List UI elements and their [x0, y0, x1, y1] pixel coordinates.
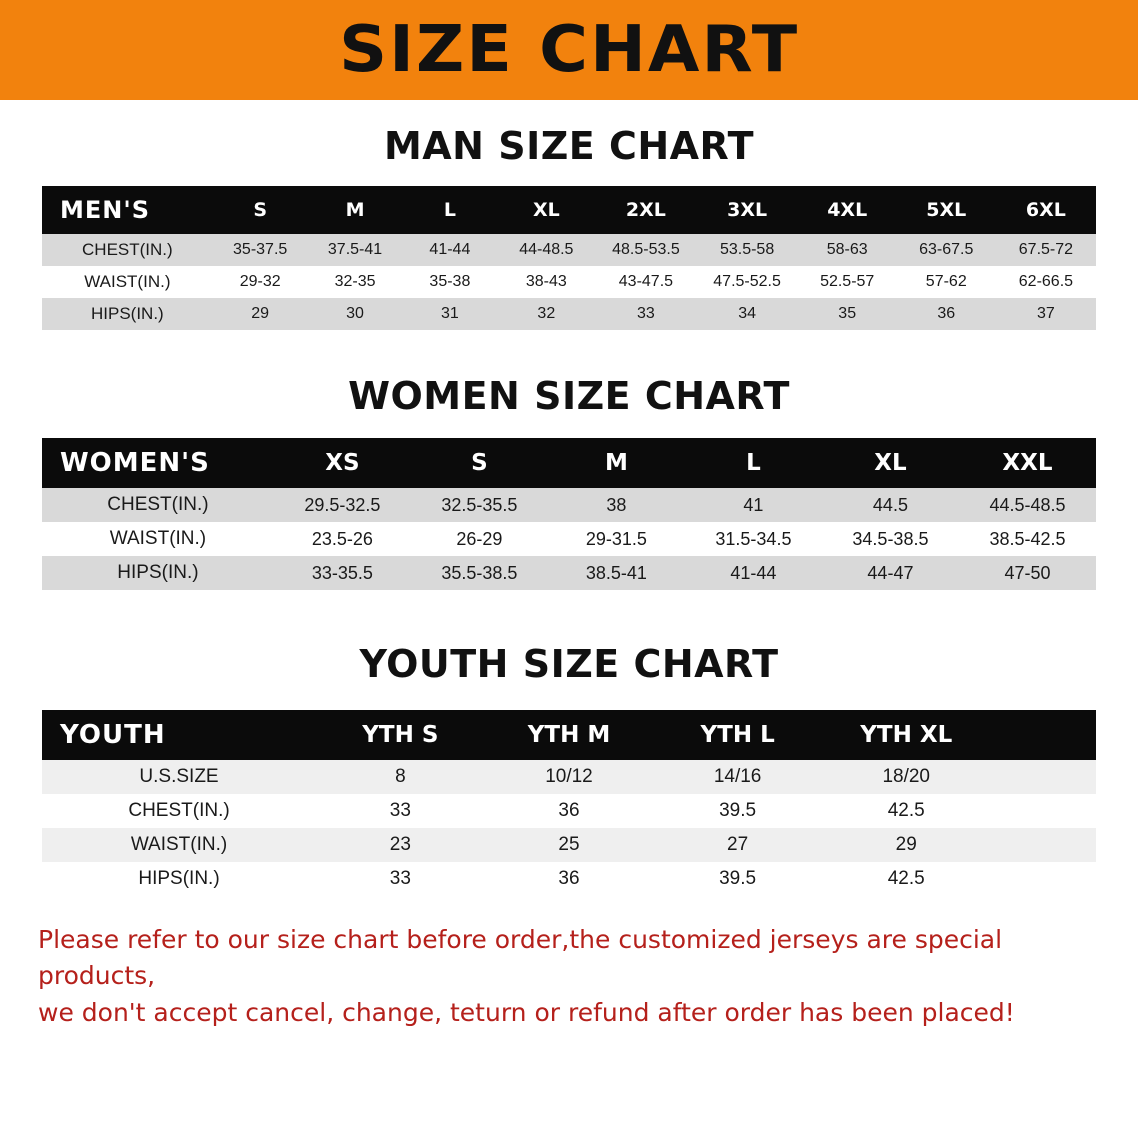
table-cell: 39.5 — [653, 862, 822, 896]
youth-row-label-hips: HIPS(IN.) — [42, 862, 316, 896]
table-cell: 35.5-38.5 — [411, 556, 548, 590]
table-cell: 38.5-41 — [548, 556, 685, 590]
youth-header-label: YOUTH — [42, 710, 316, 760]
table-cell: 42.5 — [822, 794, 991, 828]
youth-size-table — [42, 710, 1096, 896]
man-row-label-chest: CHEST(IN.) — [42, 234, 213, 266]
table-header-row — [42, 438, 1096, 488]
man-section-heading: MAN SIZE CHART — [383, 124, 755, 168]
table-row — [42, 794, 1096, 828]
table-cell: 26-29 — [411, 522, 548, 556]
man-header-label: MEN'S — [42, 186, 213, 234]
table-row — [42, 488, 1096, 522]
women-row-label-waist: WAIST(IN.) — [42, 522, 274, 556]
table-cell: 37 — [996, 298, 1096, 330]
table-cell: 23.5-26 — [274, 522, 411, 556]
table-cell: 18/20 — [822, 760, 991, 794]
table-header-row — [42, 186, 1096, 234]
table-cell: 32-35 — [308, 266, 403, 298]
table-cell: 42.5 — [822, 862, 991, 896]
table-row — [42, 828, 1096, 862]
man-size-table — [42, 186, 1096, 330]
women-header-xs: XS — [274, 438, 411, 488]
table-cell-spacer — [991, 862, 1096, 896]
policy-note-line1: Please refer to our size chart before order,the customized jerseys are special products, — [38, 925, 1003, 991]
table-cell: 36 — [485, 862, 654, 896]
table-cell: 8 — [316, 760, 485, 794]
table-cell: 38-43 — [497, 266, 595, 298]
man-header-4xl: 4XL — [798, 186, 897, 234]
table-cell: 44-47 — [822, 556, 959, 590]
table-row — [42, 760, 1096, 794]
man-header-l: L — [402, 186, 497, 234]
table-cell: 27 — [653, 828, 822, 862]
table-cell: 35-37.5 — [213, 234, 308, 266]
youth-header-l: YTH L — [653, 710, 822, 760]
table-cell: 62-66.5 — [996, 266, 1096, 298]
table-cell: 30 — [308, 298, 403, 330]
women-header-m: M — [548, 438, 685, 488]
table-cell: 34.5-38.5 — [822, 522, 959, 556]
table-cell-spacer — [991, 828, 1096, 862]
table-cell: 31 — [402, 298, 497, 330]
table-cell: 44-48.5 — [497, 234, 595, 266]
table-cell: 23 — [316, 828, 485, 862]
table-cell: 31.5-34.5 — [685, 522, 822, 556]
table-cell: 44.5-48.5 — [959, 488, 1096, 522]
youth-header-spacer — [991, 710, 1096, 760]
women-header-s: S — [411, 438, 548, 488]
man-header-m: M — [308, 186, 403, 234]
table-cell: 33 — [316, 794, 485, 828]
table-cell: 36 — [485, 794, 654, 828]
table-row — [42, 862, 1096, 896]
man-header-6xl: 6XL — [996, 186, 1096, 234]
table-cell: 41-44 — [402, 234, 497, 266]
table-cell-spacer — [991, 760, 1096, 794]
policy-note-line2: we don't accept cancel, change, teturn or refund after order has been placed! — [38, 997, 1015, 1027]
table-cell: 29.5-32.5 — [274, 488, 411, 522]
table-cell: 25 — [485, 828, 654, 862]
table-cell: 39.5 — [653, 794, 822, 828]
table-cell: 47.5-52.5 — [697, 266, 798, 298]
page-banner — [0, 0, 1138, 100]
table-cell: 57-62 — [897, 266, 996, 298]
table-cell: 41 — [685, 488, 822, 522]
youth-header-s: YTH S — [316, 710, 485, 760]
youth-header-m: YTH M — [485, 710, 654, 760]
table-cell: 63-67.5 — [897, 234, 996, 266]
table-row — [42, 522, 1096, 556]
table-cell: 35 — [798, 298, 897, 330]
man-header-xl: XL — [497, 186, 595, 234]
man-row-label-waist: WAIST(IN.) — [42, 266, 213, 298]
table-cell: 32.5-35.5 — [411, 488, 548, 522]
man-header-s: S — [213, 186, 308, 234]
women-header-label: WOMEN'S — [42, 438, 274, 488]
women-section-heading: WOMEN SIZE CHART — [348, 374, 790, 418]
table-row — [42, 266, 1096, 298]
youth-section-heading: YOUTH SIZE CHART — [359, 642, 779, 686]
table-header-row — [42, 710, 1096, 760]
man-header-5xl: 5XL — [897, 186, 996, 234]
man-table-wrapper — [42, 186, 1096, 330]
table-cell-spacer — [991, 794, 1096, 828]
table-cell: 48.5-53.5 — [595, 234, 696, 266]
table-cell: 58-63 — [798, 234, 897, 266]
youth-row-label-chest: CHEST(IN.) — [42, 794, 316, 828]
man-row-label-hips: HIPS(IN.) — [42, 298, 213, 330]
table-cell: 33 — [316, 862, 485, 896]
youth-row-label-waist: WAIST(IN.) — [42, 828, 316, 862]
table-cell: 38.5-42.5 — [959, 522, 1096, 556]
table-row — [42, 556, 1096, 590]
table-cell: 32 — [497, 298, 595, 330]
table-cell: 29-32 — [213, 266, 308, 298]
table-cell: 29-31.5 — [548, 522, 685, 556]
table-cell: 67.5-72 — [996, 234, 1096, 266]
table-cell: 43-47.5 — [595, 266, 696, 298]
table-cell: 33-35.5 — [274, 556, 411, 590]
table-cell: 47-50 — [959, 556, 1096, 590]
table-cell: 34 — [697, 298, 798, 330]
man-header-3xl: 3XL — [697, 186, 798, 234]
youth-table-wrapper — [42, 710, 1096, 896]
page-title: SIZE CHART — [338, 13, 800, 87]
table-cell: 44.5 — [822, 488, 959, 522]
table-row — [42, 234, 1096, 266]
table-row — [42, 298, 1096, 330]
women-header-xl: XL — [822, 438, 959, 488]
table-cell: 41-44 — [685, 556, 822, 590]
table-cell: 53.5-58 — [697, 234, 798, 266]
women-header-xxl: XXL — [959, 438, 1096, 488]
table-cell: 52.5-57 — [798, 266, 897, 298]
man-header-2xl: 2XL — [595, 186, 696, 234]
women-header-l: L — [685, 438, 822, 488]
women-table-wrapper — [42, 438, 1096, 590]
youth-header-xl: YTH XL — [822, 710, 991, 760]
women-size-table — [42, 438, 1096, 590]
table-cell: 36 — [897, 298, 996, 330]
table-cell: 10/12 — [485, 760, 654, 794]
table-cell: 14/16 — [653, 760, 822, 794]
table-cell: 29 — [822, 828, 991, 862]
youth-row-label-us-size: U.S.SIZE — [42, 760, 316, 794]
policy-note — [38, 922, 1100, 1031]
table-cell: 35-38 — [402, 266, 497, 298]
women-row-label-hips: HIPS(IN.) — [42, 556, 274, 590]
table-cell: 33 — [595, 298, 696, 330]
table-cell: 29 — [213, 298, 308, 330]
women-row-label-chest: CHEST(IN.) — [42, 488, 274, 522]
table-cell: 37.5-41 — [308, 234, 403, 266]
table-cell: 38 — [548, 488, 685, 522]
